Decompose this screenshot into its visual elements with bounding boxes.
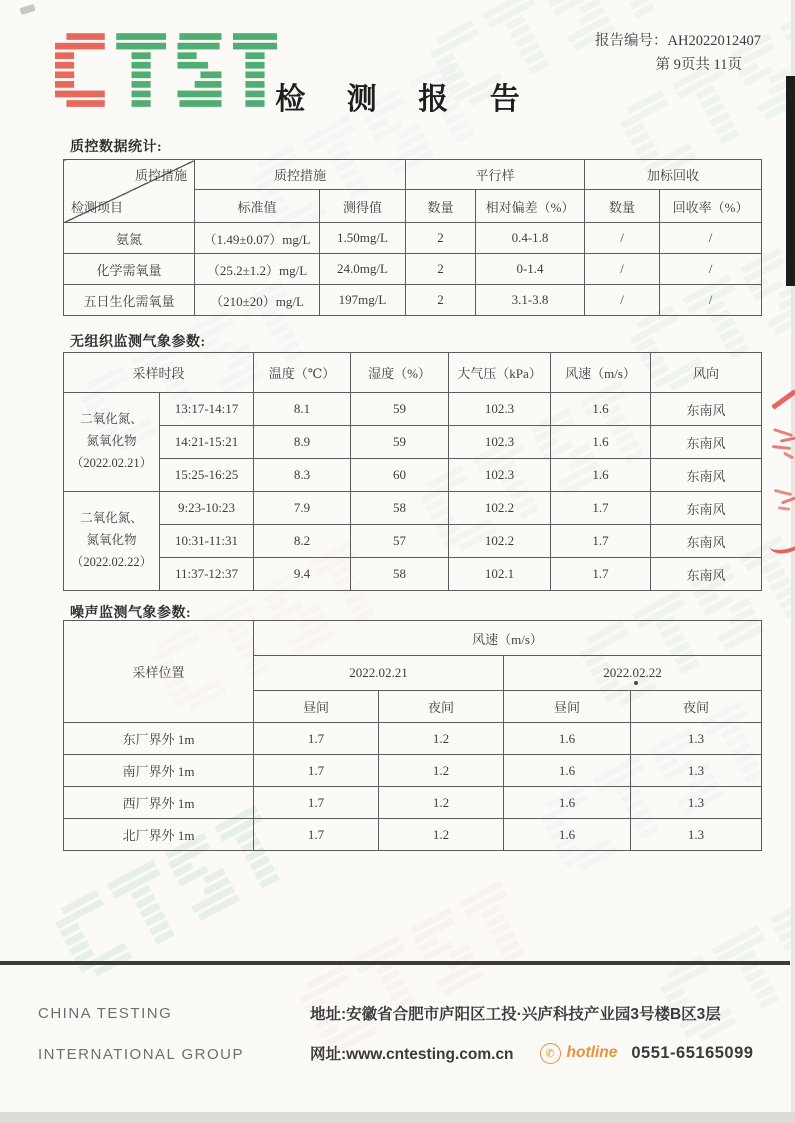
column-header: 数量 xyxy=(585,190,660,223)
date-header: 2022.02.21 xyxy=(254,656,504,691)
table-row xyxy=(64,755,762,787)
table-cell: 南厂界外 1m xyxy=(64,755,254,787)
group-label-line: 氮氧化物 xyxy=(86,434,137,449)
section-title-qc: 质控数据统计: xyxy=(70,140,163,155)
diagonal-bottom-label: 检测项目 xyxy=(71,200,124,215)
table-cell: 59 xyxy=(351,426,449,459)
table-cell: 9.4 xyxy=(254,558,351,591)
table-cell: 东南风 xyxy=(651,558,762,591)
column-header: 夜间 xyxy=(631,691,762,723)
table-cell: 氨氮 xyxy=(64,223,195,254)
table-cell: 1.7 xyxy=(254,819,379,851)
table-cell: / xyxy=(660,223,762,254)
table-cell: 1.3 xyxy=(631,819,762,851)
corner-header: 采样位置 xyxy=(64,621,254,723)
table-cell: 北厂界外 1m xyxy=(64,819,254,851)
report-meta xyxy=(595,31,761,77)
table-cell: 8.3 xyxy=(254,459,351,492)
company-address: 地址:安徽省合肥市庐阳区工投·兴庐科技产业园3号楼B区3层 xyxy=(310,1006,721,1023)
table-cell: 8.2 xyxy=(254,525,351,558)
table-row xyxy=(64,525,762,558)
section-title-weather: 无组织监测气象参数: xyxy=(70,335,206,350)
table-cell: 13:17-14:17 xyxy=(160,393,254,426)
table-row xyxy=(64,459,762,492)
column-header: 大气压（kPa） xyxy=(449,353,551,393)
table-cell: 102.3 xyxy=(449,459,551,492)
table-cell: 1.7 xyxy=(254,755,379,787)
table-cell: 1.3 xyxy=(631,787,762,819)
table-cell: 60 xyxy=(351,459,449,492)
report-number-line xyxy=(595,31,761,53)
column-header: 相对偏差（%） xyxy=(476,190,585,223)
weather-table xyxy=(63,352,762,591)
table-cell: 1.2 xyxy=(379,723,504,755)
table-cell: 化学需氧量 xyxy=(64,254,195,285)
page-indicator: 第 9页共 11页 xyxy=(655,56,742,73)
group-header: 加标回收 xyxy=(585,160,762,190)
group-label-line: 二氧化氮、 xyxy=(80,412,143,427)
table-cell: 1.2 xyxy=(379,819,504,851)
scan-speck xyxy=(19,4,35,15)
table-cell: 102.1 xyxy=(449,558,551,591)
company-name-line1: CHINA TESTING xyxy=(38,1005,173,1022)
table-row xyxy=(64,393,762,426)
table-cell: 1.3 xyxy=(631,755,762,787)
table-cell: 2 xyxy=(406,285,476,316)
table-cell: 3.1-3.8 xyxy=(476,285,585,316)
table-cell: 24.0mg/L xyxy=(320,254,406,285)
qc-data-table xyxy=(63,159,762,316)
table-cell: 8.1 xyxy=(254,393,351,426)
table-cell: 15:25-16:25 xyxy=(160,459,254,492)
table-cell: 0.4-1.8 xyxy=(476,223,585,254)
table-cell: 1.6 xyxy=(504,787,631,819)
group-header: 平行样 xyxy=(406,160,585,190)
table-cell: 1.6 xyxy=(551,426,651,459)
column-header: 温度（℃） xyxy=(254,353,351,393)
table-cell: 11:37-12:37 xyxy=(160,558,254,591)
table-cell: 58 xyxy=(351,558,449,591)
table-cell: 102.3 xyxy=(449,393,551,426)
table-cell: 1.6 xyxy=(551,393,651,426)
table-cell: / xyxy=(585,223,660,254)
table-row xyxy=(64,787,762,819)
table-cell: 东南风 xyxy=(651,492,762,525)
watermark-logo xyxy=(295,880,536,1058)
table-row xyxy=(64,426,762,459)
footer-divider xyxy=(0,961,790,965)
column-header: 夜间 xyxy=(379,691,504,723)
table-cell: 197mg/L xyxy=(320,285,406,316)
table-cell: 五日生化需氧量 xyxy=(64,285,195,316)
date-header: 2022.02.22 xyxy=(504,656,762,691)
column-header: 数量 xyxy=(406,190,476,223)
table-cell: / xyxy=(585,285,660,316)
company-name-line2: INTERNATIONAL GROUP xyxy=(38,1046,245,1063)
group-label-line: 氮氧化物 xyxy=(86,533,137,548)
table-cell: 102.3 xyxy=(449,426,551,459)
table-cell: 1.2 xyxy=(379,755,504,787)
group-label-cell xyxy=(64,492,160,591)
table-cell: 2 xyxy=(406,223,476,254)
group-label-line: 二氧化氮、 xyxy=(80,511,143,526)
footer-contact-line xyxy=(310,1042,753,1064)
table-cell: 9:23-10:23 xyxy=(160,492,254,525)
table-cell: 8.9 xyxy=(254,426,351,459)
table-header-row xyxy=(64,353,762,393)
hotline-phone-icon: ✆ xyxy=(540,1043,561,1064)
group-label-line: （2022.02.21） xyxy=(70,455,153,470)
table-header-row xyxy=(64,160,762,190)
table-cell: 0-1.4 xyxy=(476,254,585,285)
table-cell: 14:21-15:21 xyxy=(160,426,254,459)
table-cell: （25.2±1.2）mg/L xyxy=(195,254,320,285)
column-header: 回收率（%） xyxy=(660,190,762,223)
table-cell: 1.6 xyxy=(504,723,631,755)
column-header: 湿度（%） xyxy=(351,353,449,393)
section-title-noise: 噪声监测气象参数: xyxy=(70,606,192,621)
table-cell: 10:31-11:31 xyxy=(160,525,254,558)
table-header-row xyxy=(64,621,762,656)
table-row xyxy=(64,819,762,851)
hotline-label: hotline xyxy=(566,1044,618,1061)
table-cell: 59 xyxy=(351,393,449,426)
table-cell: 1.7 xyxy=(551,525,651,558)
table-cell: 1.6 xyxy=(504,755,631,787)
table-cell: （210±20）mg/L xyxy=(195,285,320,316)
table-cell: 东南风 xyxy=(651,393,762,426)
table-cell: 57 xyxy=(351,525,449,558)
table-cell: 7.9 xyxy=(254,492,351,525)
report-number: AH2022012407 xyxy=(667,33,761,49)
table-cell: 102.2 xyxy=(449,525,551,558)
hotline-number: 0551-65165099 xyxy=(631,1043,754,1062)
diagonal-header-cell xyxy=(64,160,195,223)
table-cell: 东南风 xyxy=(651,426,762,459)
table-cell: 102.2 xyxy=(449,492,551,525)
table-row xyxy=(64,558,762,591)
table-cell: / xyxy=(660,285,762,316)
table-cell: 东厂界外 1m xyxy=(64,723,254,755)
noise-table xyxy=(63,620,762,851)
table-cell: 1.6 xyxy=(551,459,651,492)
group-header: 风速（m/s） xyxy=(254,621,762,656)
table-cell: 东南风 xyxy=(651,525,762,558)
table-cell: 1.7 xyxy=(551,558,651,591)
report-title: 检 测 报 告 xyxy=(275,83,537,116)
group-label-cell xyxy=(64,393,160,492)
diagonal-top-label: 质控措施 xyxy=(134,168,187,183)
column-header: 昼间 xyxy=(504,691,631,723)
table-cell: 西厂界外 1m xyxy=(64,787,254,819)
table-cell: 58 xyxy=(351,492,449,525)
column-header: 昼间 xyxy=(254,691,379,723)
table-cell: （1.49±0.07）mg/L xyxy=(195,223,320,254)
table-cell: 1.7 xyxy=(254,787,379,819)
group-label-line: （2022.02.22） xyxy=(70,554,153,569)
column-header: 风速（m/s） xyxy=(551,353,651,393)
table-row xyxy=(64,285,762,316)
table-cell: 1.7 xyxy=(551,492,651,525)
column-header: 测得值 xyxy=(320,190,406,223)
table-cell: 1.7 xyxy=(254,723,379,755)
table-cell: 1.50mg/L xyxy=(320,223,406,254)
table-cell: 1.2 xyxy=(379,787,504,819)
table-cell: 东南风 xyxy=(651,459,762,492)
table-row xyxy=(64,723,762,755)
table-cell: / xyxy=(660,254,762,285)
red-seal-fragment xyxy=(742,385,795,570)
table-cell: 1.3 xyxy=(631,723,762,755)
company-website: 网址:www.cntesting.com.cn xyxy=(310,1046,514,1063)
column-header: 风向 xyxy=(651,353,762,393)
table-row xyxy=(64,492,762,525)
table-row xyxy=(64,254,762,285)
table-cell: 1.6 xyxy=(504,819,631,851)
table-cell: / xyxy=(585,254,660,285)
scan-edge-bottom xyxy=(0,1112,795,1123)
report-number-label: 报告编号： xyxy=(595,33,668,49)
column-header: 采样时段 xyxy=(64,353,254,393)
group-header: 质控措施 xyxy=(195,160,406,190)
table-row xyxy=(64,223,762,254)
column-header: 标准值 xyxy=(195,190,320,223)
table-cell: 2 xyxy=(406,254,476,285)
